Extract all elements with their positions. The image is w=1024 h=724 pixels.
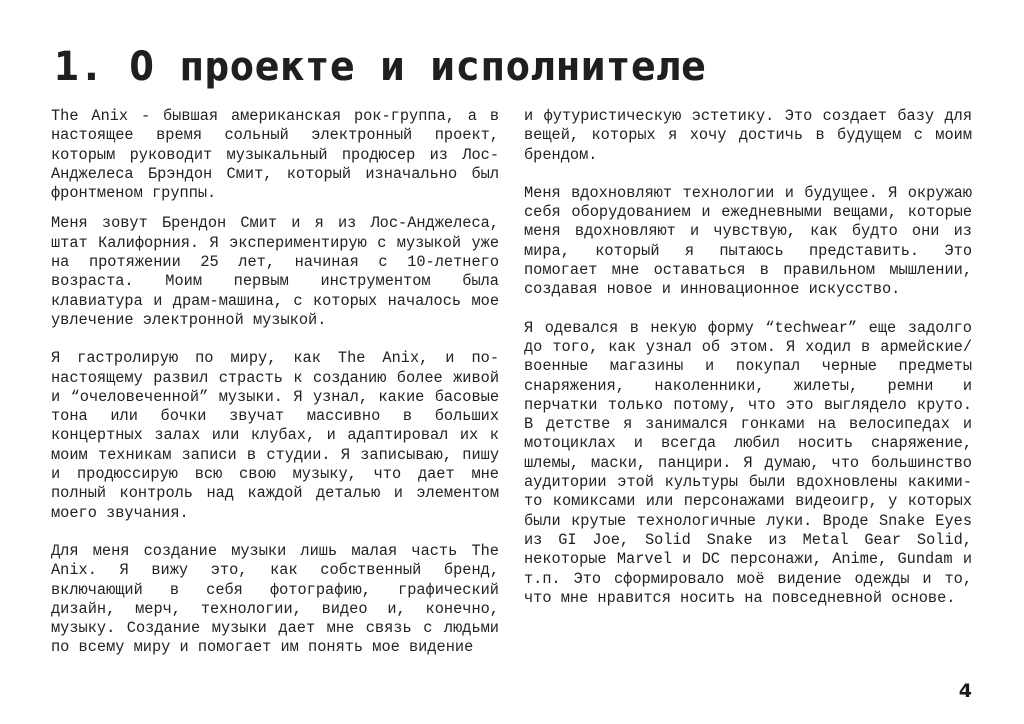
paragraph-touring: Я гастролирую по миру, как The Anix, и по-настоящему развил страсть к созданию более живой и “очеловеченной” музыки. Я узнал, какие басовые тона или бочки звучат массивно в больших концертных залах или клубах, и адаптировал их к моим техникам записи в студии. Я записываю, пишу и продюссирую всю свою музыку, что дает мне полный контроль над каждой деталью и элементом моего звучания.: [51, 349, 499, 522]
right-text-column: [524, 107, 972, 627]
page-title: 1. О проекте и исполнителе: [54, 44, 707, 90]
paragraph-techwear: Я одевался в некую форму “techwear” еще задолго до того, как узнал об этом. Я ходил в армейские/военные магазины и покупал черные предметы снаряжения, наколенники, жилеты, ремни и перчатки только потому, что это выглядело круто. В детстве я занимался гонками на велосипедах и мотоциклах и всегда любил носить снаряжение, шлемы, маски, панцири. Я думаю, что большинство аудитории этой культуры были вдохновлены какими-то комиксами или персонажами видеоигр, у которых были крутые технологичные луки. Вроде Snake Eyes из GI Joe, Solid Snake из Metal Gear Solid, некоторые Marvel и DC персонажи, Anime, Gundam и т.п. Это сформировало моё видение одежды и то, что мне нравится носить на повседневной основе.: [524, 318, 972, 607]
paragraph-brand-continued: и футуристическую эстетику. Это создает базу для вещей, которых я хочу достичь в будущем с моим брендом.: [524, 107, 972, 164]
paragraph-project-intro: The Anix - бывшая американская рок-группа, а в настоящее время сольный электронный проект, которым руководит музыкальный продюсер из Лос-Анджелеса Брэндон Смит, который изначально был фронтменом группы.: [51, 107, 499, 203]
paragraph-inspiration: Меня вдохновляют технологии и будущее. Я окружаю себя оборудованием и ежедневными вещами, которые меня вдохновляют и чувствую, как будто они из мира, который я пытаюсь представить. Это помогает мне оставаться в правильном мышлении, создавая новое и инновационное искусство.: [524, 183, 972, 299]
paragraph-brand: Для меня создание музыки лишь малая часть The Anix. Я вижу это, как собственный бренд, включающий в себя фотографию, графический дизайн, мерч, технологии, видео и, конечно, музыку. Создание музыки дает мне связь с людьми по всему миру и помогает им понять мое видение: [51, 541, 499, 657]
page-number: 4: [958, 680, 972, 702]
paragraph-about-artist: Меня зовут Брендон Смит и я из Лос-Анджелеса, штат Калифорния. Я экспериментирую с музыкой уже на протяжении 25 лет, начиная с 10-летнего возраста. Моим первым инструментом была клавиатура и драм-машина, с которых началось мое увлечение электронной музыкой.: [51, 214, 499, 329]
left-text-column: [51, 107, 499, 677]
